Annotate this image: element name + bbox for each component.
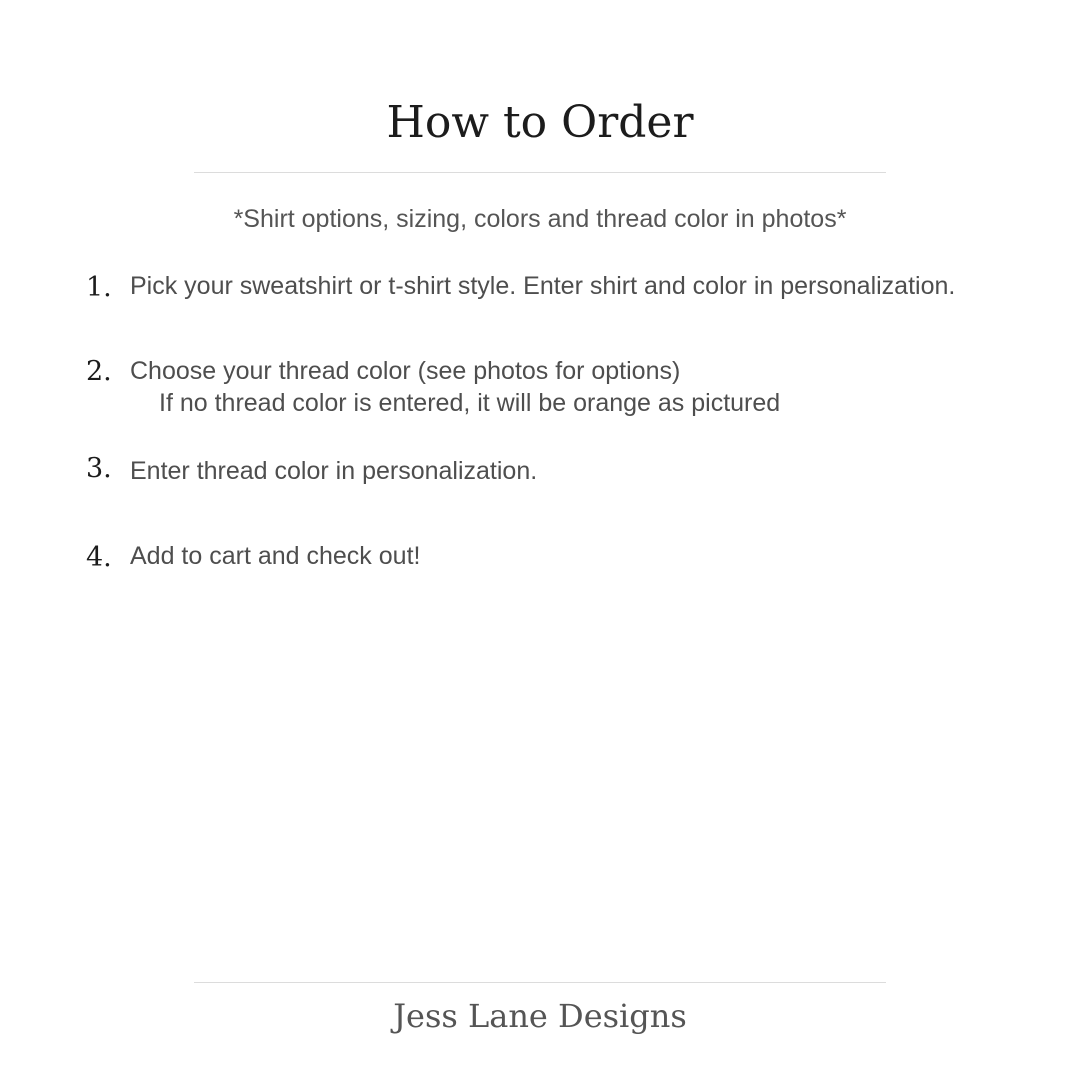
brand-name: Jess Lane Designs — [393, 997, 687, 1035]
step-number: 2. — [86, 356, 112, 387]
step-text: Add to cart and check out! — [130, 542, 421, 570]
step-text: Choose your thread color (see photos for options) — [130, 357, 681, 385]
step-number: 3. — [86, 453, 112, 484]
top-divider — [194, 172, 886, 173]
step-number: 1. — [86, 272, 112, 303]
page-title: How to Order — [386, 97, 694, 148]
step-text: Enter thread color in personalization. — [130, 457, 538, 485]
shirt-options-note: *Shirt options, sizing, colors and thread color in photos* — [233, 205, 847, 233]
step-text: Pick your sweatshirt or t-shirt style. Enter shirt and color in personalization. — [130, 272, 956, 300]
bottom-divider — [194, 982, 886, 983]
step-number: 4. — [86, 542, 112, 573]
step-subtext: If no thread color is entered, it will be orange as pictured — [159, 389, 781, 417]
